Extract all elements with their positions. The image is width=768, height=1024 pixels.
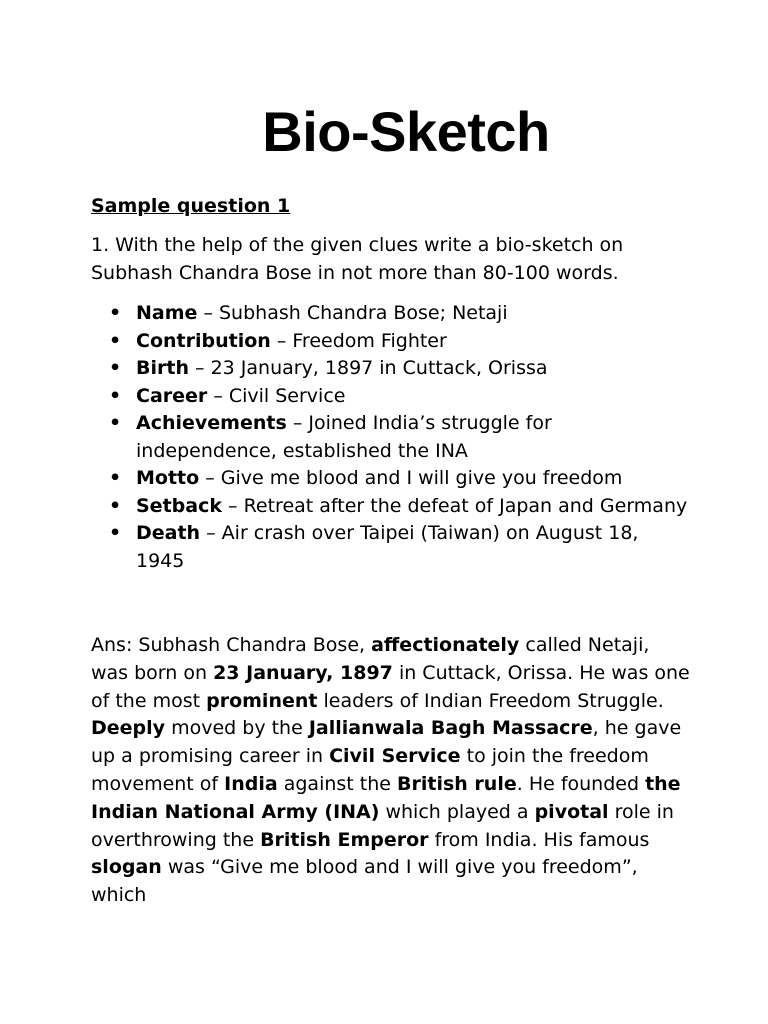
answer-text: , he gave up a promising career in	[91, 717, 682, 768]
bullet-icon: •	[109, 384, 122, 407]
answer-highlight: affectionately	[371, 634, 520, 656]
answer-highlight: Deeply	[91, 717, 166, 740]
bullet-icon: •	[109, 329, 122, 352]
answer-text: role in overthrowing the	[91, 800, 674, 851]
clue-text: – Joined India’s struggle for independence, established the INA	[136, 412, 552, 462]
clue-term: Motto	[136, 467, 200, 489]
answer-highlight: prominent	[206, 689, 318, 712]
question-text: 1. With the help of the given clues write a bio-sketch on Subhash Chandra Bose in not more than 80-100 words.	[91, 234, 624, 284]
bullet-icon: •	[109, 494, 122, 517]
answer-highlight: Jallianwala Bagh Massacre	[308, 717, 593, 740]
clue-item	[91, 465, 691, 493]
clue-item	[91, 383, 691, 411]
clue-term: Name	[136, 302, 198, 324]
clue-text: – Subhash Chandra Bose; Netaji	[197, 302, 508, 324]
bullet-icon: •	[109, 412, 122, 434]
clue-term: Contribution	[136, 329, 271, 352]
answer-text: leaders of Indian Freedom Struggle.	[317, 689, 664, 712]
answer-text: in Cuttack, Orissa. He was one of the most	[91, 661, 690, 712]
clue-item	[91, 300, 691, 328]
clue-term: Birth	[136, 357, 189, 379]
section-heading: Sample question 1	[91, 195, 291, 217]
clue-text: – 23 January, 1897 in Cuttack, Orissa	[188, 357, 548, 379]
clue-text: – Retreat after the defeat of Japan and Germany	[221, 494, 688, 517]
answer-text: was “Give me blood and I will give you freedom”, which	[91, 856, 638, 907]
answer-text: which played a	[379, 800, 535, 823]
document-title: Bio-Sketch	[262, 100, 550, 163]
answer-highlight: Civil Service	[329, 745, 461, 768]
answer-highlight: 23 January, 1897	[213, 661, 393, 684]
answer-text: Ans: Subhash Chandra Bose,	[91, 634, 372, 656]
clue-item	[91, 328, 691, 356]
clue-term: Death	[136, 522, 201, 544]
bullet-icon: •	[109, 522, 122, 544]
answer-text: against the	[277, 772, 398, 795]
clue-item	[91, 355, 691, 383]
answer-highlight: pivotal	[534, 800, 609, 823]
answer-text: . He founded	[516, 772, 646, 795]
clue-text: – Civil Service	[207, 384, 346, 407]
clue-text: – Freedom Fighter	[270, 329, 447, 352]
answer-text: to join the freedom movement of	[91, 745, 649, 795]
bullet-icon: •	[109, 467, 122, 489]
clue-item	[91, 410, 691, 465]
answer-text: called Netaji, was born on	[91, 634, 650, 684]
clue-list	[91, 300, 691, 575]
answer-text: from India. His famous	[428, 828, 650, 851]
bullet-icon: •	[109, 357, 122, 379]
clue-term: Career	[136, 384, 208, 407]
answer-highlight: India	[224, 772, 278, 795]
answer-highlight: slogan	[91, 856, 162, 879]
clue-text: – Air crash over Taipei (Taiwan) on August 18, 1945	[136, 522, 639, 572]
answer-highlight: British Emperor	[260, 828, 429, 851]
clue-term: Setback	[136, 494, 222, 517]
bullet-icon: •	[109, 302, 122, 324]
answer-highlight: the Indian National Army (INA)	[91, 772, 681, 823]
clue-item	[91, 493, 691, 521]
answer-text: moved by the	[165, 717, 309, 740]
clue-item	[91, 520, 691, 575]
answer-highlight: British rule	[397, 772, 517, 795]
clue-term: Achievements	[136, 412, 287, 434]
clue-text: – Give me blood and I will give you freedom	[199, 467, 623, 489]
answer-paragraph	[91, 632, 691, 910]
